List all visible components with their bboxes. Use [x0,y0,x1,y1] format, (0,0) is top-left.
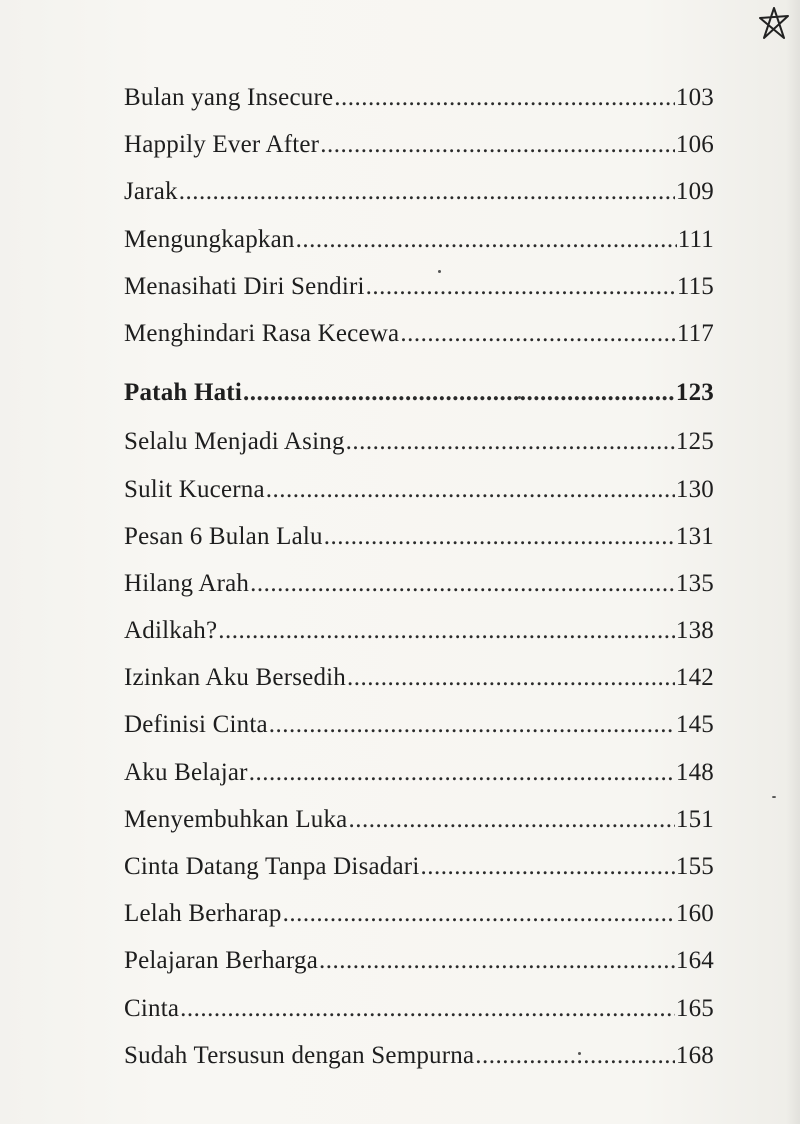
dot-leader [243,379,675,407]
toc-page-number: 145 [675,711,714,739]
dot-leader [283,900,675,928]
toc-entry-title: Cinta Datang Tanpa Disadari [124,853,420,880]
toc-entry-title: Sulit Kucerna [124,475,265,503]
toc-entry-title: Izinkan Aku Bersedih [124,664,347,692]
dot-leader [400,320,675,348]
toc-page-number: 165 [675,994,714,1022]
toc-entry [124,947,714,994]
toc-entry-title: Menyembuhkan Luka [124,805,348,833]
toc-entry-title: Menasihati Diri Sendiri [124,272,365,300]
toc-section-heading [124,379,714,426]
toc-entry [124,759,714,806]
toc-page-number: 155 [675,853,714,880]
star-icon [754,4,794,44]
toc-page-number: 117 [676,319,714,347]
paper-speck [772,796,776,798]
dot-leader [347,664,675,692]
toc-entry [124,617,714,664]
toc-page-number: 151 [675,805,714,833]
dot-leader [319,947,675,975]
toc-entry-title: Cinta [124,994,180,1022]
toc-entry-title: Mengungkapkan [124,225,295,253]
toc-page-number: 148 [675,758,714,786]
toc-entry-title: Pelajaran Berharga [124,947,319,975]
toc-page-number: 103 [675,84,714,111]
toc-entry [124,84,714,131]
dot-leader [475,1042,675,1070]
toc-entry [124,273,714,320]
toc-page-number: 131 [675,522,714,550]
toc-entry [124,995,714,1042]
toc-page-number: 130 [675,475,714,503]
toc-page-number: 164 [675,947,714,975]
toc-entry [124,178,714,225]
toc-entry [124,320,714,367]
dot-leader [269,711,675,739]
toc-entry [124,711,714,758]
toc-entry [124,226,714,273]
dot-leader [179,178,675,206]
toc-entry-title: Adilkah? [124,617,218,645]
toc-entry-title: Bulan yang Insecure [124,84,334,111]
dot-leader [180,995,675,1023]
toc-entry-title: Pesan 6 Bulan Lalu [124,522,323,550]
dot-leader [320,131,675,159]
toc-page-number: 111 [677,225,714,253]
dot-leader [250,570,675,598]
toc-page-number: 109 [675,178,714,206]
dot-leader [420,853,674,881]
toc-page-number: 115 [676,272,714,300]
toc-page-number: 106 [675,131,714,159]
toc-entry [124,1042,714,1089]
toc-page-number: 138 [675,617,714,645]
toc-page-number: 160 [675,900,714,928]
toc-entry [124,806,714,853]
toc-entry-title: Hilang Arah [124,569,250,597]
toc-entry [124,131,714,178]
toc-entry-title: Definisi Cinta [124,711,268,739]
dot-leader [334,84,675,112]
toc-entry-title: Happily Ever After [124,131,320,159]
toc-entry-title: Patah Hati [124,379,242,407]
dot-leader [366,273,676,301]
table-of-contents [124,84,714,1089]
toc-page-number: 123 [675,379,714,407]
toc-entry-title: Jarak [124,178,178,206]
toc-entry-title: Sudah Tersusun dengan Sempurna [124,1041,475,1069]
dot-leader [266,476,675,504]
toc-page-number: 125 [675,428,714,456]
toc-entry [124,853,714,900]
toc-page-number: 168 [675,1041,714,1069]
toc-entry-title: Lelah Berharap [124,900,282,928]
toc-page-number: 142 [675,664,714,692]
toc-entry [124,900,714,947]
toc-entry-title: Selalu Menjadi Asing [124,428,345,456]
toc-entry [124,570,714,617]
toc-entry-title: Aku Belajar [124,758,248,786]
dot-leader [249,759,675,787]
dot-leader [218,617,675,645]
dot-leader [324,523,675,551]
dot-leader [348,806,674,834]
page-edge-shadow [786,0,800,1124]
dot-leader [296,226,677,254]
toc-page-number: 135 [675,569,714,597]
toc-entry-title: Menghindari Rasa Kecewa [124,319,400,347]
toc-entry [124,523,714,570]
dot-leader [346,428,675,456]
toc-entry [124,476,714,523]
toc-entry [124,664,714,711]
toc-entry [124,428,714,475]
